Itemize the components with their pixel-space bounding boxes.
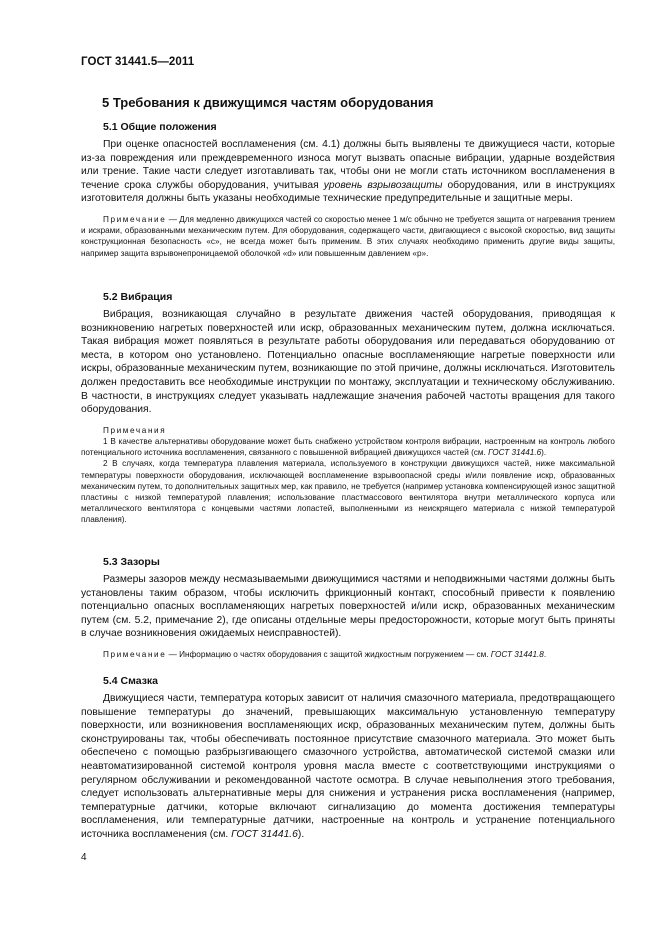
- section-title: 5 Требования к движущимся частям оборудования: [102, 95, 434, 110]
- subsection-title: 5.4 Смазка: [103, 675, 159, 687]
- subsection-title: 5.2 Вибрация: [103, 291, 173, 303]
- subsection-5-4: [81, 675, 615, 842]
- note-label: Примечание: [103, 649, 167, 659]
- note: Примечание — Для медленно движущихся частей со скоростью менее 1 м/с обычно не требуется защита от нагревания трением и искрами, образованными механическим путем. Для оборудования, содержащего части, двигающиеся с высокой скоростью, вид защиты конструкционная безопасность «с», не всегда может быть применим. В этих случаях необходимо применить другие виды защиты, например защита взрывонепроницаемой оболочкой «d» или повышенным давлением «p».: [81, 214, 616, 258]
- page-number: 4: [81, 852, 87, 863]
- note-2: 2 В случаях, когда температура плавления материала, используемого в конструкции движущихся частей, ниже максимальной температуры поверхности оборудования, исключающей воспламенение взрывоопасной среды и/или появление искр, образованных механическим путем, то дополнительных защитных мер, как правило, не требуется (например установка компенсирующей износ защитной пластины с низкой температурой плавления; использование пластмассового вентилятора внутри металлического корпуса или металлического вентилятора с концевыми частями лопастей, выполненными из неискрящего материала с низкой температурой плавления).: [81, 459, 615, 525]
- notes: [81, 425, 615, 526]
- emphasis-term: уровень взрывозащиты: [323, 179, 443, 191]
- notes-label: Примечания: [103, 425, 167, 435]
- subsection-5-1: [81, 121, 615, 259]
- document-code: ГОСТ 31441.5—2011: [81, 56, 195, 68]
- subsection-5-3: [81, 556, 615, 660]
- note: Примечание — Информацию о частях оборудования с защитой жидкостным погружением — см. ГОСТ 31441.8.: [103, 649, 547, 659]
- subsection-title: 5.3 Зазоры: [103, 556, 160, 568]
- note-1: 1 В качестве альтернативы оборудование может быть снабжено устройством контроля вибрации, настроенным на контроль любого потенциального источника воспламенения, связанного с повышенной вибрацией движущихся частей (см. ГОСТ 31441.6).: [81, 436, 615, 458]
- subsection-5-2: [81, 291, 615, 526]
- note-label: Примечание: [103, 214, 167, 224]
- paragraph: Размеры зазоров между несмазываемыми движущимися частями и неподвижными частями должны быть установлены таким образом, чтобы исключить фрикционный контакт, способный привести к появлению потенциально опасных воспламеняющих нагретых поверхностей и/или искр, образованных механическим путем (см. 5.2, примечание 2), где описаны отдельные меры предосторожности, которые могут быть приняты в случае возникновения ожидаемых неисправностей).: [81, 574, 615, 640]
- subsection-title: 5.1 Общие положения: [103, 121, 217, 133]
- paragraph: Движущиеся части, температура которых зависит от наличия смазочного материала, предотвращающего повышение температуры до значений, превышающих максимальную установленную температуру поверхности, или возникновения воспламеняющих искр, образованных механическим путем, должны быть сконструированы так, чтобы обеспечивать постоянное присутствие смазочного материала. Это может быть обеспечено с помощью разбрызгивающего смазочного устройства, автоматической системой смазки или неавтоматизированной системой контроля уровня масла вместе с соответствующими инструкциями о регулярном обслуживании и рекомендованной частоте осмотра. В случае невыполнения этого требования, следует использовать альтернативные меры для снижения и устранения риска воспламенения (например, температурные датчики, которые включают сигнализацию до момента достижения температуры воспламенения, или температурные датчики, настроенные на контроль и устранение потенциального источника воспламенения (см. ГОСТ 31441.6).: [81, 693, 615, 840]
- paragraph: Вибрация, возникающая случайно в результате движения частей оборудования, приводящая к возникновению нагретых поверхностей или искр, образованных механическим путем, должна исключаться. Такая вибрация может появляться в результате работы оборудования или передаваться оборудованию от места, в котором оно установлено. Потенциально опасные воспламеняющие нагретые поверхности или искры, образованные механическим путем, возникающие по этой причине, должны исключаться. Изготовитель должен предоставить все необходимые инструкции по монтажу, эксплуатации и техническому обслуживанию. В частности, в инструкциях следует указывать надлежащие значения рабочей частоты вращения для такого оборудования.: [81, 309, 615, 416]
- paragraph: При оценке опасностей воспламенения (см. 4.1) должны быть выявлены те движущиеся части, которые из-за повреждения или преждевременного износа могут вызвать опасные вибрации, ударные воздействия или трение. Такие части следует изготавливать так, чтобы они не могли стать источником воспламенения в течение срока службы оборудования, учитывая уровень взрывозащиты оборудования, или в инструкциях изготовителя должны быть указаны необходимые технические предупредительные и защитные меры.: [81, 139, 615, 205]
